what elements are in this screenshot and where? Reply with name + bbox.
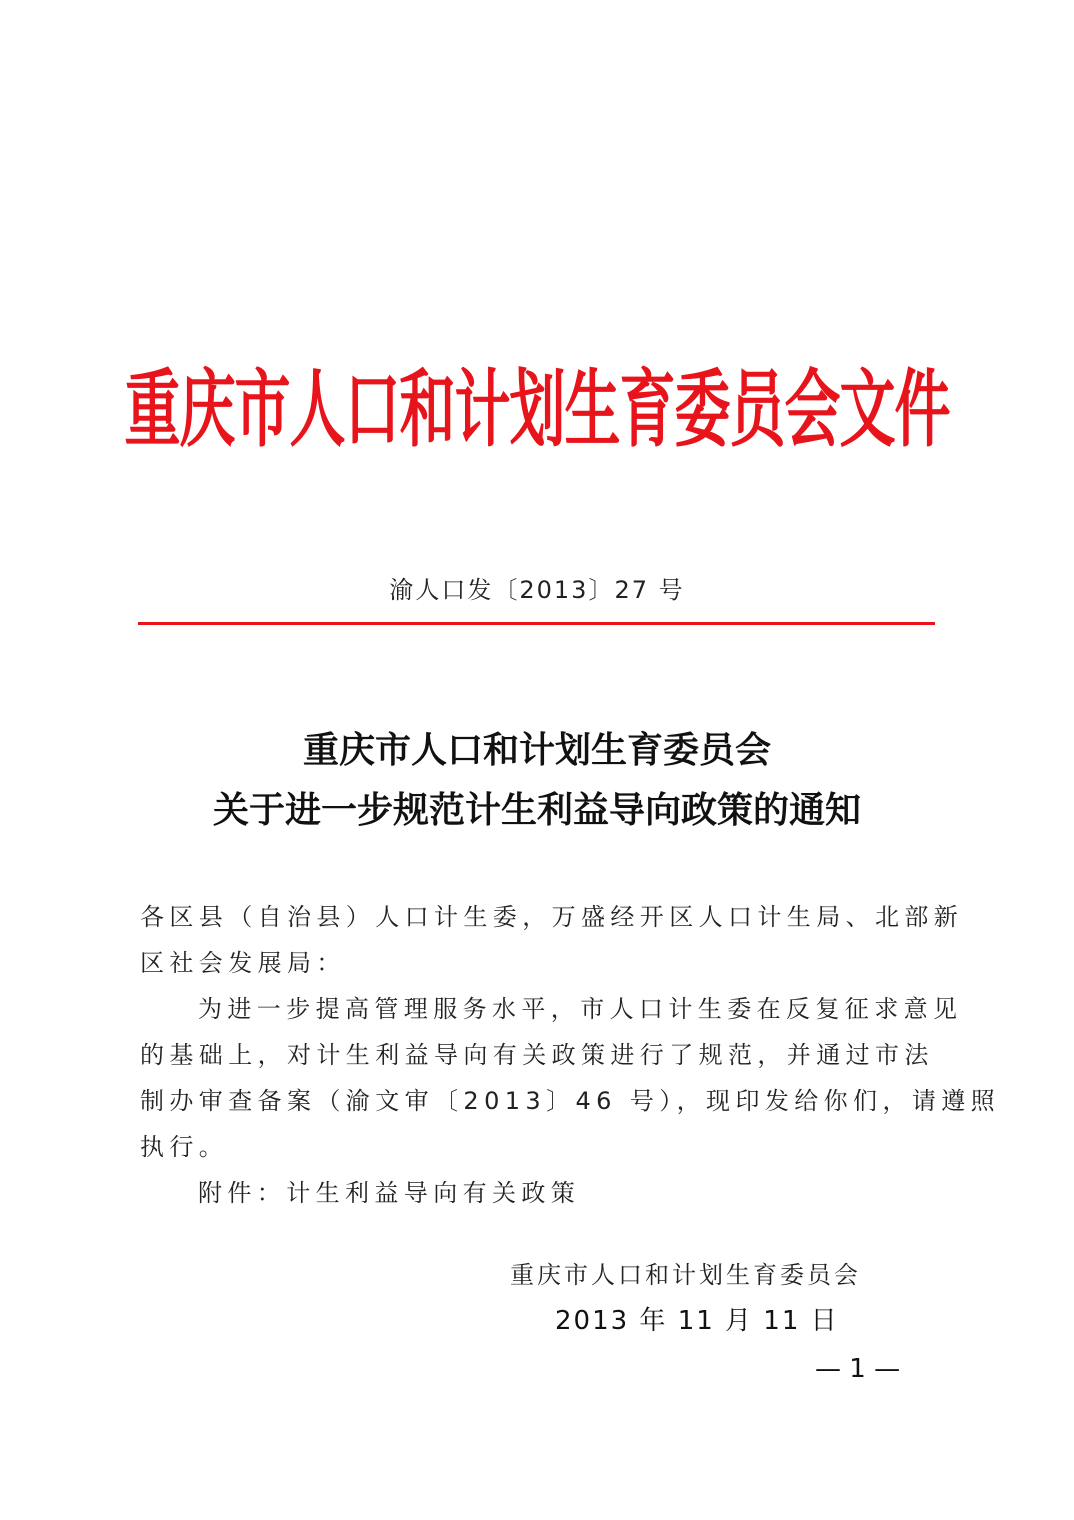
notice-title-line-1: 重庆市人口和计划生育委员会: [302, 729, 771, 771]
attachment-line: 附件：计生利益导向有关政策: [198, 1179, 581, 1207]
body-paragraph-line-2: 的基础上，对计生利益导向有关政策进行了规范，并通过市法: [140, 1041, 934, 1069]
masthead-text: 重庆市人口和计划生育委员会文件: [124, 360, 950, 460]
body-paragraph-line-4: 执行。: [140, 1133, 229, 1161]
notice-title-line-2: 关于进一步规范计生利益导向政策的通知: [212, 789, 861, 831]
body-paragraph-line-3: 制办审查备案（渝文审〔2013〕46 号），现印发给你们，请遵照: [140, 1087, 1001, 1115]
addressee-line-1: 各区县（自治县）人口计生委，万盛经开区人口计生局、北部新: [140, 903, 964, 931]
issuer-signature: 重庆市人口和计划生育委员会: [510, 1261, 861, 1289]
issue-date: 2013 年 11 月 11 日: [555, 1306, 839, 1336]
page-number: — 1 —: [815, 1354, 901, 1384]
masthead-title: [0, 360, 1074, 460]
addressee-line-2: 区社会发展局：: [140, 949, 346, 977]
document-number: 渝人口发〔2013〕27 号: [389, 576, 685, 604]
body-paragraph-line-1: 为进一步提高管理服务水平，市人口计生委在反复征求意见: [198, 995, 963, 1023]
red-divider-line: [138, 622, 935, 625]
